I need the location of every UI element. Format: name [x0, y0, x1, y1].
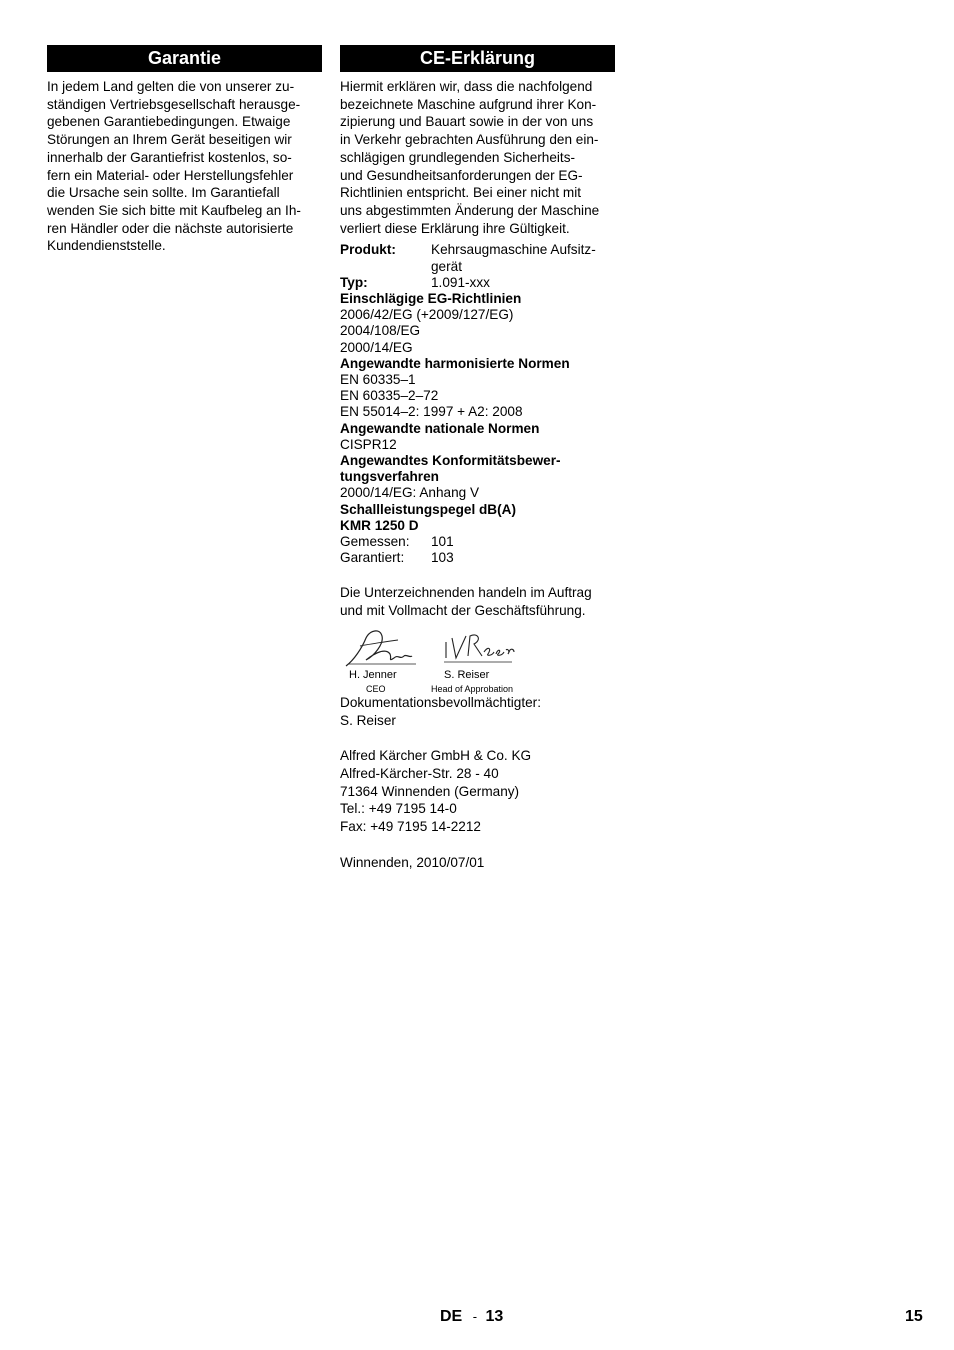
ce-section [340, 45, 615, 871]
ce-intro-line: schlägigen grundlegenden Sicherheits- [340, 149, 576, 165]
eg-heading: Einschlägige EG-Richtlinien [340, 290, 522, 306]
harm-item: EN 60335–2–72 [340, 388, 439, 404]
ce-intro [340, 78, 615, 237]
signer2-name: S. Reiser [444, 668, 490, 681]
konf-heading: Angewandtes Konformitätsbewer- [340, 452, 561, 468]
ce-intro-line: bezeichnete Maschine aufgrund ihrer Kon- [340, 96, 597, 112]
garantie-line: ren Händler oder die nächste autorisierte [47, 220, 294, 236]
gemessen-label: Gemessen: [340, 533, 410, 549]
produkt-row [340, 242, 615, 258]
garantie-line: ständigen Vertriebsgesellschaft herausge- [47, 96, 301, 112]
footer-local-page-number: 13 [485, 1308, 504, 1325]
place-date: Winnenden, 2010/07/01 [340, 854, 485, 870]
ce-intro-line: und Gesundheitsanforderungen der EG- [340, 167, 583, 183]
address-line: Alfred-Kärcher-Str. 28 - 40 [340, 765, 499, 781]
gemessen-value: 101 [431, 533, 454, 549]
company-address [340, 747, 615, 836]
sign-statement [340, 584, 615, 619]
footer-lang: DE [440, 1308, 463, 1325]
typ-row [340, 275, 615, 291]
documentation-rep [340, 694, 615, 729]
produkt-value-cont: gerät [431, 258, 462, 274]
signature-reiser-scribble [438, 626, 518, 672]
doc-name: S. Reiser [340, 712, 396, 728]
nat-item: CISPR12 [340, 436, 397, 452]
garantie-line: innerhalb der Garantiefrist kostenlos, so- [47, 149, 292, 165]
address-line: Tel.: +49 7195 14-0 [340, 801, 457, 817]
garantiert-label: Garantiert: [340, 550, 405, 566]
footer-local-page [440, 1308, 503, 1326]
ce-specs [340, 242, 615, 566]
harm-item: EN 60335–1 [340, 371, 416, 387]
signature-jenner [340, 626, 430, 696]
typ-value: 1.091-xxx [431, 274, 490, 290]
page-number: 15 [905, 1308, 923, 1325]
doc-label: Dokumentationsbevollmächtigter: [340, 694, 541, 710]
ce-intro-line: Richtlinien entspricht. Bei einer nicht mit [340, 185, 582, 201]
schall-heading: Schallleistungspegel dB(A) [340, 501, 516, 517]
address-line: Alfred Kärcher GmbH & Co. KG [340, 748, 532, 764]
signatures [340, 626, 615, 696]
sign-line: und mit Vollmacht der Geschäftsführung. [340, 603, 586, 619]
ce-intro-line: verliert diese Erklärung ihre Gültigkeit. [340, 220, 570, 236]
garantie-section [47, 45, 322, 255]
garantie-line: Störungen an Ihrem Gerät beseitigen wir [47, 132, 292, 148]
garantiert-row [340, 550, 615, 566]
signature-jenner-scribble [340, 626, 430, 672]
address-line: 71364 Winnenden (Germany) [340, 783, 520, 799]
produkt-label: Produkt: [340, 242, 396, 258]
ce-intro-line: in Verkehr gebrachten Ausführung den ein- [340, 132, 599, 148]
typ-label: Typ: [340, 274, 368, 290]
harm-heading: Angewandte harmonisierte Normen [340, 355, 570, 371]
garantie-line: Kundendienststelle. [47, 238, 166, 254]
nat-heading: Angewandte nationale Normen [340, 420, 540, 436]
footer-dash: - [472, 1309, 478, 1324]
garantie-line: gebenen Garantiebedingungen. Etwaige [47, 114, 291, 130]
signature-reiser [432, 626, 532, 696]
garantie-line: In jedem Land gelten die von unserer zu- [47, 79, 295, 94]
address-line: Fax: +49 7195 14-2212 [340, 819, 481, 835]
eg-item: 2006/42/EG (+2009/127/EG) [340, 307, 514, 323]
harm-item: EN 55014–2: 1997 + A2: 2008 [340, 404, 523, 420]
garantie-text [47, 78, 322, 255]
eg-item: 2000/14/EG [340, 339, 413, 355]
ce-intro-line: uns abgestimmten Änderung der Maschine [340, 202, 600, 218]
konf-heading-cont: tungsverfahren [340, 469, 439, 485]
konf-value: 2000/14/EG: Anhang V [340, 485, 480, 501]
signer1-role: CEO [366, 683, 386, 694]
ce-heading: CE-Erklärung [340, 45, 615, 72]
gemessen-row [340, 534, 615, 550]
eg-item: 2004/108/EG [340, 323, 421, 339]
garantie-line: fern ein Material- oder Herstellungsfehler [47, 167, 294, 183]
produkt-value: Kehrsaugmaschine Aufsitz- [431, 242, 596, 258]
garantie-line: die Ursache sein sollte. Im Garantiefall [47, 185, 280, 201]
garantie-line: wenden Sie sich bitte mit Kaufbeleg an Ih- [47, 202, 301, 218]
signer1-name: H. Jenner [349, 668, 397, 681]
garantie-heading: Garantie [47, 45, 322, 72]
garantiert-value: 103 [431, 550, 454, 566]
ce-intro-line: Hiermit erklären wir, dass die nachfolgend [340, 79, 593, 94]
model-name: KMR 1250 D [340, 517, 419, 533]
signer2-role: Head of Approbation [431, 683, 514, 694]
sign-line: Die Unterzeichnenden handeln im Auftrag [340, 585, 592, 601]
ce-intro-line: zipierung und Bauart sowie in der von uns [340, 114, 594, 130]
produkt-row-cont [340, 259, 615, 275]
